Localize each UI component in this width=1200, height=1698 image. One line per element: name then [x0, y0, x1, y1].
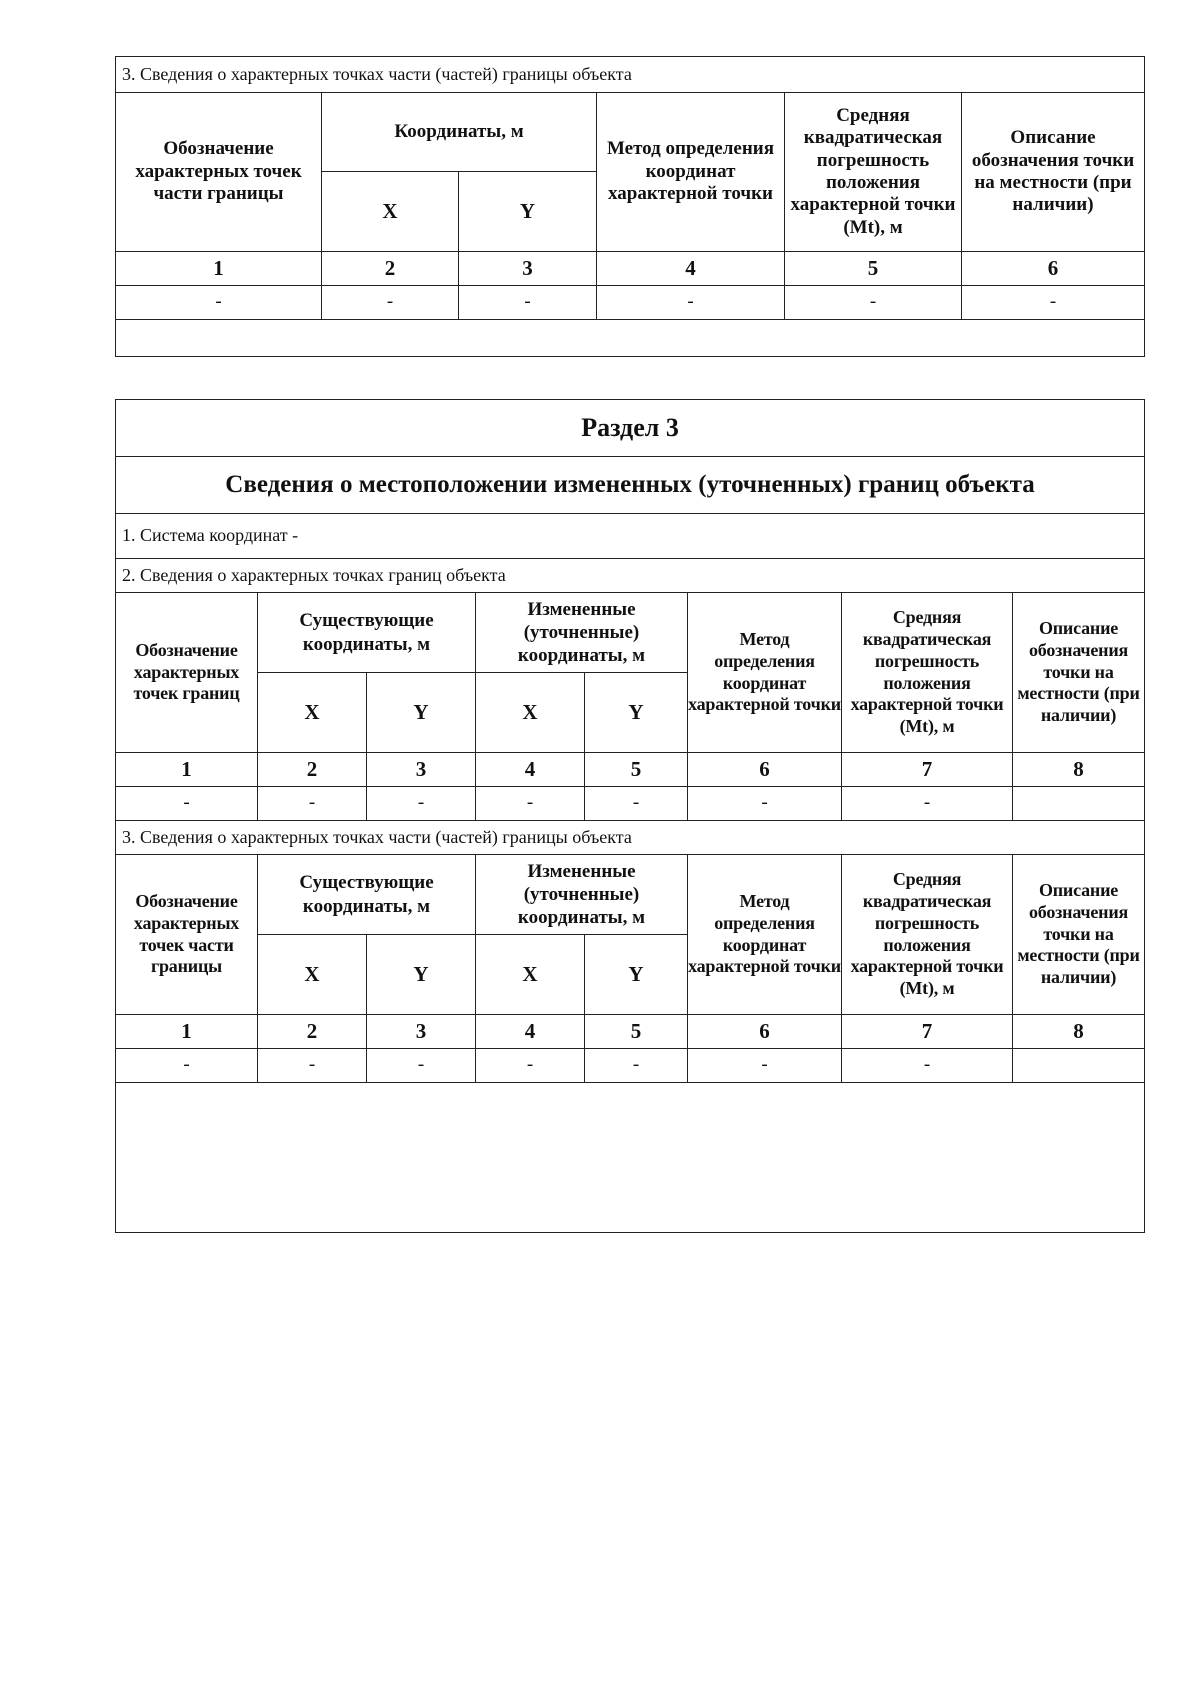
table-cell: -: [367, 787, 476, 821]
table-cell: -: [459, 286, 597, 320]
col-number: 2: [258, 1015, 367, 1049]
col-number: 5: [585, 1015, 688, 1049]
col-number: 5: [585, 753, 688, 787]
table-cell: -: [785, 286, 962, 320]
col-header-designation: Обозначение характерных точек части границы: [116, 855, 258, 1015]
table-cell: -: [842, 787, 1013, 821]
section3-table: [115, 399, 1145, 1233]
col-header-description: Описание обозначения точки на местности (при наличии): [1013, 855, 1145, 1015]
table-cell: -: [688, 787, 842, 821]
empty-footer-row: [116, 320, 1145, 357]
table-cell: -: [585, 787, 688, 821]
col-header-error: Средняя квадратическая погрешность положения характерной точки (Mt), м: [842, 855, 1013, 1015]
col-number: 8: [1013, 1015, 1145, 1049]
col-number: 7: [842, 1015, 1013, 1049]
col-number: 6: [962, 252, 1145, 286]
col-number: 1: [116, 1015, 258, 1049]
table-cell: -: [322, 286, 459, 320]
col-header-description: Описание обозначения точки на местности (при наличии): [962, 93, 1145, 252]
col-header-existing: Существующие координаты, м: [258, 855, 476, 935]
col-header-y: Y: [367, 673, 476, 753]
part2-caption: 2. Сведения о характерных точках границ объекта: [116, 559, 1145, 593]
table-cell: -: [688, 1049, 842, 1083]
table-cell: [1013, 787, 1145, 821]
col-header-x: X: [476, 673, 585, 753]
col-header-x: X: [258, 935, 367, 1015]
col-number: 6: [688, 1015, 842, 1049]
col-number: 7: [842, 753, 1013, 787]
col-number: 5: [785, 252, 962, 286]
col-header-existing: Существующие координаты, м: [258, 593, 476, 673]
table-cell: -: [476, 1049, 585, 1083]
col-header-y: Y: [585, 935, 688, 1015]
table-cell: -: [116, 1049, 258, 1083]
table-caption: 3. Сведения о характерных точках части (частей) границы объекта: [116, 57, 1145, 93]
table-cell: -: [367, 1049, 476, 1083]
col-header-changed: Измененные (уточненные) координаты, м: [476, 593, 688, 673]
table-cell: -: [116, 286, 322, 320]
table-cell: -: [116, 787, 258, 821]
table-cell: -: [597, 286, 785, 320]
col-number: 3: [367, 1015, 476, 1049]
coordinate-system: 1. Система координат -: [116, 514, 1145, 559]
col-header-coordinates: Координаты, м: [322, 93, 597, 172]
col-number: 4: [476, 1015, 585, 1049]
col-number: 1: [116, 753, 258, 787]
col-number: 3: [459, 252, 597, 286]
col-number: 6: [688, 753, 842, 787]
col-number: 2: [258, 753, 367, 787]
col-header-method: Метод определения координат характерной точки: [688, 593, 842, 753]
parts-points-table-top: [115, 56, 1145, 357]
col-header-designation: Обозначение характерных точек границ: [116, 593, 258, 753]
col-header-x: X: [322, 172, 459, 252]
empty-footer-area: [116, 1083, 1145, 1233]
col-number: 2: [322, 252, 459, 286]
table-cell: -: [842, 1049, 1013, 1083]
table-cell: -: [962, 286, 1145, 320]
col-header-method: Метод определения координат характерной точки: [597, 93, 785, 252]
section-subtitle: Сведения о местоположении измененных (уточненных) границ объекта: [116, 457, 1145, 514]
part3-caption: 3. Сведения о характерных точках части (частей) границы объекта: [116, 821, 1145, 855]
col-header-description: Описание обозначения точки на местности (при наличии): [1013, 593, 1145, 753]
col-header-changed: Измененные (уточненные) координаты, м: [476, 855, 688, 935]
table-cell: -: [476, 787, 585, 821]
col-number: 4: [597, 252, 785, 286]
col-number: 8: [1013, 753, 1145, 787]
col-number: 1: [116, 252, 322, 286]
col-header-y: Y: [459, 172, 597, 252]
table-cell: [1013, 1049, 1145, 1083]
section-title: Раздел 3: [116, 400, 1145, 457]
col-header-error: Средняя квадратическая погрешность положения характерной точки (Mt), м: [785, 93, 962, 252]
table-cell: -: [258, 787, 367, 821]
col-header-error: Средняя квадратическая погрешность положения характерной точки (Mt), м: [842, 593, 1013, 753]
table-cell: -: [258, 1049, 367, 1083]
col-header-y: Y: [585, 673, 688, 753]
col-header-x: X: [258, 673, 367, 753]
col-header-designation: Обозначение характерных точек части границы: [116, 93, 322, 252]
col-header-x: X: [476, 935, 585, 1015]
col-number: 4: [476, 753, 585, 787]
table-cell: -: [585, 1049, 688, 1083]
col-number: 3: [367, 753, 476, 787]
col-header-method: Метод определения координат характерной точки: [688, 855, 842, 1015]
col-header-y: Y: [367, 935, 476, 1015]
